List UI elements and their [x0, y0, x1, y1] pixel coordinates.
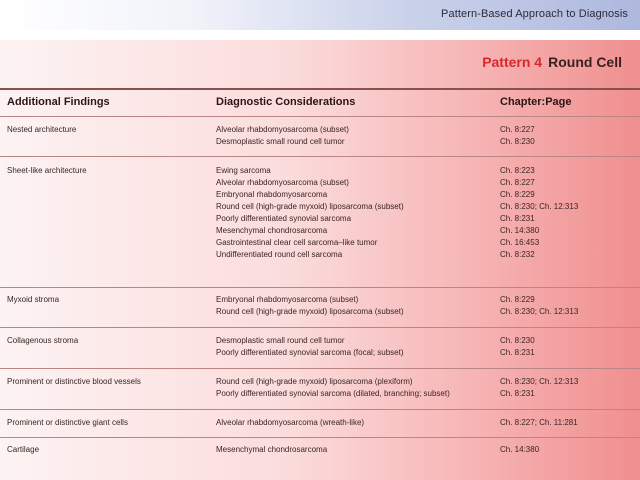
pattern-name: Round Cell: [548, 54, 622, 70]
table-row-considerations: [216, 294, 404, 318]
table-row-considerations: [216, 376, 450, 400]
table-row-finding: Prominent or distinctive giant cells: [7, 418, 128, 427]
page-ref: Ch. 16:453: [500, 238, 540, 247]
page-ref: Ch. 8:230: [500, 336, 535, 345]
header-chapter: Chapter:Page: [500, 96, 572, 108]
table-row-considerations: [216, 165, 404, 261]
page-ref: Ch. 8:229: [500, 190, 535, 199]
page-ref: Ch. 8:227: [500, 178, 535, 187]
table-row-pages: [500, 376, 578, 400]
consideration-item: Alveolar rhabdomyosarcoma (subset): [216, 178, 349, 187]
row-divider: [0, 287, 640, 288]
page-ref: Ch. 8:231: [500, 348, 535, 357]
page-ref: Ch. 8:230; Ch. 12:313: [500, 202, 579, 211]
consideration-item: Undifferentiated round cell sarcoma: [216, 250, 343, 259]
running-head: Pattern-Based Approach to Diagnosis: [441, 8, 628, 20]
table-row-considerations: [216, 417, 364, 429]
page-ref: Ch. 8:231: [500, 389, 535, 398]
consideration-item: Poorly differentiated synovial sarcoma: [216, 214, 352, 223]
consideration-item: Round cell (high-grade myxoid) liposarcoma (plexiform): [216, 377, 413, 386]
consideration-item: Alveolar rhabdomyosarcoma (wreath-like): [216, 418, 365, 427]
page-ref: Ch. 8:230; Ch. 12:313: [500, 377, 579, 386]
header-top-rule: [0, 88, 640, 90]
table-row-finding: Prominent or distinctive blood vessels: [7, 377, 141, 386]
header-gap: [0, 30, 640, 40]
row-divider: [0, 409, 640, 410]
row-divider: [0, 156, 640, 157]
row-divider: [0, 437, 640, 438]
page-ref: Ch. 8:223: [500, 166, 535, 175]
table-row-pages: [500, 335, 535, 359]
table-row-considerations: [216, 444, 327, 456]
table-row-finding: Cartilage: [7, 445, 40, 454]
page-ref: Ch. 8:227: [500, 125, 535, 134]
consideration-item: Gastrointestinal clear cell sarcoma–like tumor: [216, 238, 378, 247]
table-row-finding: Sheet-like architecture: [7, 166, 87, 175]
table-row-pages: [500, 124, 535, 148]
table-row-pages: [500, 444, 539, 456]
table-row-pages: [500, 294, 578, 318]
pattern-number: Pattern 4: [482, 54, 543, 70]
consideration-item: Poorly differentiated synovial sarcoma (focal; subset): [216, 348, 404, 357]
row-divider: [0, 327, 640, 328]
page-ref: Ch. 8:232: [500, 250, 535, 259]
consideration-item: Alveolar rhabdomyosarcoma (subset): [216, 125, 349, 134]
header-considerations: Diagnostic Considerations: [216, 96, 356, 108]
table-row-finding: Myxoid stroma: [7, 295, 60, 304]
table-row-finding: Nested architecture: [7, 125, 77, 134]
consideration-item: Desmoplastic small round cell tumor: [216, 137, 345, 146]
table-row-finding: Collagenous stroma: [7, 336, 79, 345]
page-ref: Ch. 8:230: [500, 137, 535, 146]
table-row-considerations: [216, 124, 349, 148]
table-row-pages: [500, 165, 578, 261]
row-divider: [0, 368, 640, 369]
consideration-item: Mesenchymal chondrosarcoma: [216, 226, 328, 235]
consideration-item: Embryonal rhabdomyosarcoma (subset): [216, 295, 359, 304]
consideration-item: Embryonal rhabdomyosarcoma: [216, 190, 328, 199]
consideration-item: Ewing sarcoma: [216, 166, 271, 175]
consideration-item: Poorly differentiated synovial sarcoma (dilated, branching; subset): [216, 389, 450, 398]
page-ref: Ch. 14:380: [500, 445, 540, 454]
header-findings: Additional Findings: [7, 96, 110, 108]
page-ref: Ch. 8:229: [500, 295, 535, 304]
consideration-item: Round cell (high-grade myxoid) liposarcoma (subset): [216, 202, 404, 211]
consideration-item: Mesenchymal chondrosarcoma: [216, 445, 328, 454]
consideration-item: Round cell (high-grade myxoid) liposarcoma (subset): [216, 307, 404, 316]
pattern-title: [482, 54, 622, 70]
page-ref: Ch. 8:227; Ch. 11:281: [500, 418, 578, 427]
table-row-pages: [500, 417, 578, 429]
page-ref: Ch. 8:230; Ch. 12:313: [500, 307, 579, 316]
page-ref: Ch. 8:231: [500, 214, 535, 223]
table-row-considerations: [216, 335, 404, 359]
consideration-item: Desmoplastic small round cell tumor: [216, 336, 345, 345]
header-bottom-rule: [0, 116, 640, 117]
page-ref: Ch. 14:380: [500, 226, 540, 235]
